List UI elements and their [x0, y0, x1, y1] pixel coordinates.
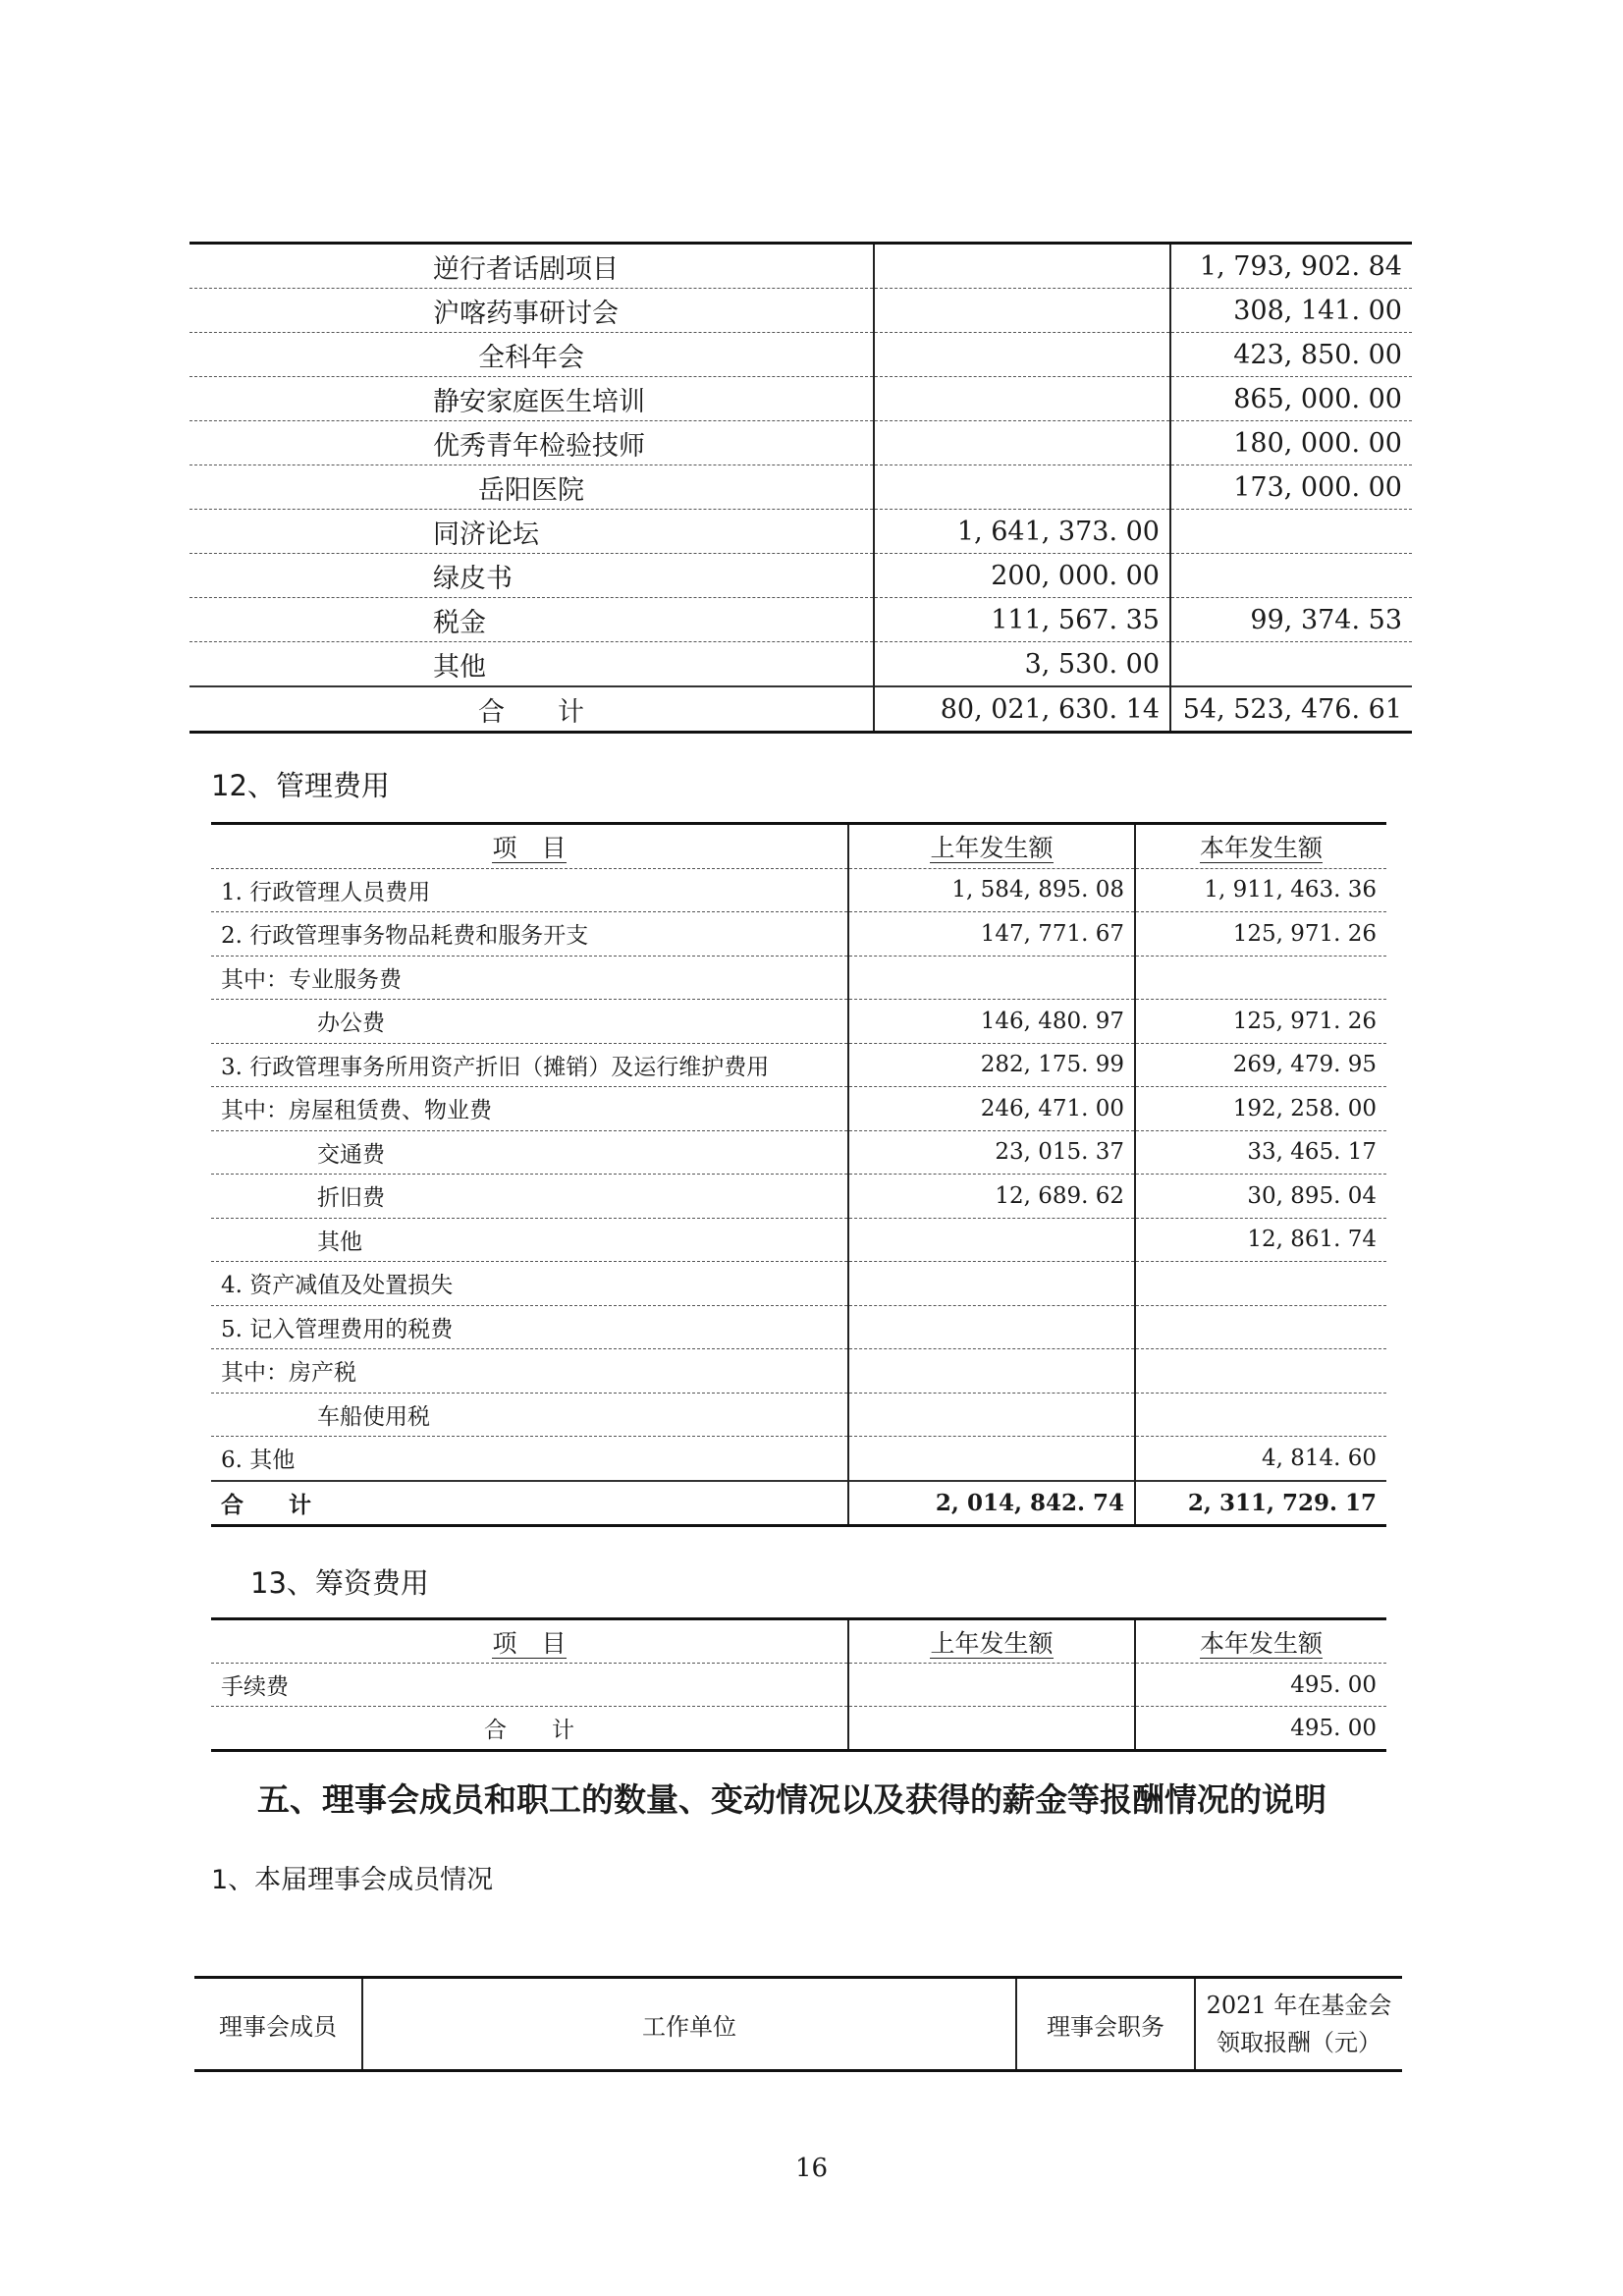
row-label: 3. 行政管理事务所用资产折旧（摊销）及运行维护费用 [211, 1043, 848, 1087]
row-label: 手续费 [211, 1664, 848, 1707]
row-label: 全科年会 [189, 333, 874, 377]
curr-year-value [1170, 554, 1412, 598]
prev-year-value: 1, 641, 373. 00 [874, 510, 1170, 554]
header-item: 项 目 [492, 1628, 567, 1658]
prev-year-value [874, 244, 1170, 289]
prev-year-value [874, 289, 1170, 333]
row-label: 逆行者话剧项目 [189, 244, 874, 289]
prev-year-value: 246, 471. 00 [848, 1087, 1135, 1131]
header-work-unit: 工作单位 [362, 1978, 1016, 2071]
total-curr-year: 495. 00 [1135, 1707, 1386, 1751]
board-members-subtitle: 1、本届理事会成员情况 [211, 1865, 494, 1895]
row-label: 岳阳医院 [189, 465, 874, 510]
total-row [211, 1481, 1386, 1526]
curr-year-value: 1, 793, 902. 84 [1170, 244, 1412, 289]
section-13-heading: 13、筹资费用 [250, 1566, 429, 1600]
board-members-table [194, 1976, 1402, 2072]
page-number: 16 [794, 2154, 829, 2183]
total-prev-year: 80, 021, 630. 14 [874, 686, 1170, 733]
table-header-row [211, 824, 1386, 869]
row-label: 办公费 [211, 1000, 848, 1044]
table-row [189, 465, 1412, 510]
curr-year-value [1135, 956, 1386, 1000]
row-label: 车船使用税 [211, 1393, 848, 1437]
prev-year-value [874, 377, 1170, 421]
header-curr-year: 本年发生额 [1199, 833, 1323, 862]
table-row [189, 333, 1412, 377]
table-row [211, 1218, 1386, 1262]
prev-year-value: 12, 689. 62 [848, 1175, 1135, 1219]
row-label: 沪喀药事研讨会 [189, 289, 874, 333]
row-label: 4. 资产减值及处置损失 [211, 1262, 848, 1306]
curr-year-value: 125, 971. 26 [1135, 1000, 1386, 1044]
prev-year-value [848, 1305, 1135, 1349]
total-row [211, 1707, 1386, 1751]
table-row [211, 868, 1386, 912]
table-row [211, 1175, 1386, 1219]
table-header-row [194, 1978, 1402, 2071]
row-label: 其中：房产税 [211, 1349, 848, 1394]
row-label: 1. 行政管理人员费用 [211, 868, 848, 912]
table-row [211, 912, 1386, 957]
management-expense-table [211, 822, 1386, 1527]
prev-year-value: 147, 771. 67 [848, 912, 1135, 957]
curr-year-value: 1, 911, 463. 36 [1135, 868, 1386, 912]
table-row [211, 1000, 1386, 1044]
header-curr-year: 本年发生额 [1199, 1628, 1323, 1658]
curr-year-value [1135, 1305, 1386, 1349]
prev-year-value [848, 1664, 1135, 1707]
curr-year-value: 99, 374. 53 [1170, 598, 1412, 642]
curr-year-value: 192, 258. 00 [1135, 1087, 1386, 1131]
table-row [211, 956, 1386, 1000]
prev-year-value: 111, 567. 35 [874, 598, 1170, 642]
curr-year-value: 173, 000. 00 [1170, 465, 1412, 510]
row-label: 2. 行政管理事务物品耗费和服务开支 [211, 912, 848, 957]
total-curr-year: 54, 523, 476. 61 [1170, 686, 1412, 733]
prev-year-value [848, 1437, 1135, 1481]
income-table-continued [189, 242, 1412, 734]
prev-year-value [874, 465, 1170, 510]
total-label: 合 计 [189, 686, 874, 733]
header-remuneration: 2021 年在基金会领取报酬（元） [1195, 1978, 1402, 2071]
row-label: 税金 [189, 598, 874, 642]
table-row [189, 244, 1412, 289]
row-label: 折旧费 [211, 1175, 848, 1219]
table-row [211, 1087, 1386, 1131]
curr-year-value [1170, 510, 1412, 554]
curr-year-value: 12, 861. 74 [1135, 1218, 1386, 1262]
section-5-title: 五、理事会成员和职工的数量、变动情况以及获得的薪金等报酬情况的说明 [257, 1780, 1326, 1819]
curr-year-value [1135, 1262, 1386, 1306]
table-row [211, 1262, 1386, 1306]
prev-year-value [874, 333, 1170, 377]
row-label: 交通费 [211, 1130, 848, 1175]
header-prev-year: 上年发生额 [930, 833, 1054, 862]
row-label: 其他 [189, 642, 874, 687]
table-row [189, 510, 1412, 554]
curr-year-value: 269, 479. 95 [1135, 1043, 1386, 1087]
curr-year-value: 30, 895. 04 [1135, 1175, 1386, 1219]
prev-year-value: 3, 530. 00 [874, 642, 1170, 687]
prev-year-value [848, 1218, 1135, 1262]
total-row [189, 686, 1412, 733]
row-label: 6. 其他 [211, 1437, 848, 1481]
prev-year-value: 23, 015. 37 [848, 1130, 1135, 1175]
table-row [189, 377, 1412, 421]
prev-year-value [848, 1262, 1135, 1306]
row-label: 绿皮书 [189, 554, 874, 598]
table-row [211, 1349, 1386, 1394]
prev-year-value: 1, 584, 895. 08 [848, 868, 1135, 912]
table-row [189, 289, 1412, 333]
curr-year-value [1170, 642, 1412, 687]
prev-year-value [848, 1393, 1135, 1437]
row-label: 静安家庭医生培训 [189, 377, 874, 421]
table-row [211, 1130, 1386, 1175]
curr-year-value: 33, 465. 17 [1135, 1130, 1386, 1175]
curr-year-value [1135, 1349, 1386, 1394]
prev-year-value [874, 421, 1170, 465]
header-member: 理事会成员 [194, 1978, 362, 2071]
total-prev-year [848, 1707, 1135, 1751]
header-prev-year: 上年发生额 [930, 1628, 1054, 1658]
total-label: 合 计 [211, 1481, 848, 1526]
table-row [211, 1393, 1386, 1437]
prev-year-value: 282, 175. 99 [848, 1043, 1135, 1087]
prev-year-value: 200, 000. 00 [874, 554, 1170, 598]
prev-year-value [848, 1349, 1135, 1394]
total-prev-year: 2, 014, 842. 74 [848, 1481, 1135, 1526]
header-position: 理事会职务 [1016, 1978, 1195, 2071]
curr-year-value: 308, 141. 00 [1170, 289, 1412, 333]
curr-year-value [1135, 1393, 1386, 1437]
table-row [211, 1664, 1386, 1707]
curr-year-value: 865, 000. 00 [1170, 377, 1412, 421]
curr-year-value: 180, 000. 00 [1170, 421, 1412, 465]
row-label: 其中：专业服务费 [211, 956, 848, 1000]
curr-year-value: 423, 850. 00 [1170, 333, 1412, 377]
header-item: 项 目 [492, 833, 567, 862]
curr-year-value: 495. 00 [1135, 1664, 1386, 1707]
table-row [189, 554, 1412, 598]
table-row [211, 1437, 1386, 1481]
table-row [189, 642, 1412, 687]
row-label: 5. 记入管理费用的税费 [211, 1305, 848, 1349]
curr-year-value: 125, 971. 26 [1135, 912, 1386, 957]
table-row [189, 598, 1412, 642]
prev-year-value [848, 956, 1135, 1000]
table-header-row [211, 1619, 1386, 1664]
prev-year-value: 146, 480. 97 [848, 1000, 1135, 1044]
total-label: 合 计 [211, 1707, 848, 1751]
financing-expense-table [211, 1617, 1386, 1752]
row-label: 其他 [211, 1218, 848, 1262]
table-row [211, 1043, 1386, 1087]
total-curr-year: 2, 311, 729. 17 [1135, 1481, 1386, 1526]
row-label: 优秀青年检验技师 [189, 421, 874, 465]
row-label: 其中：房屋租赁费、物业费 [211, 1087, 848, 1131]
table-row [189, 421, 1412, 465]
section-12-heading: 12、管理费用 [211, 769, 390, 802]
curr-year-value: 4, 814. 60 [1135, 1437, 1386, 1481]
row-label: 同济论坛 [189, 510, 874, 554]
table-row [211, 1305, 1386, 1349]
